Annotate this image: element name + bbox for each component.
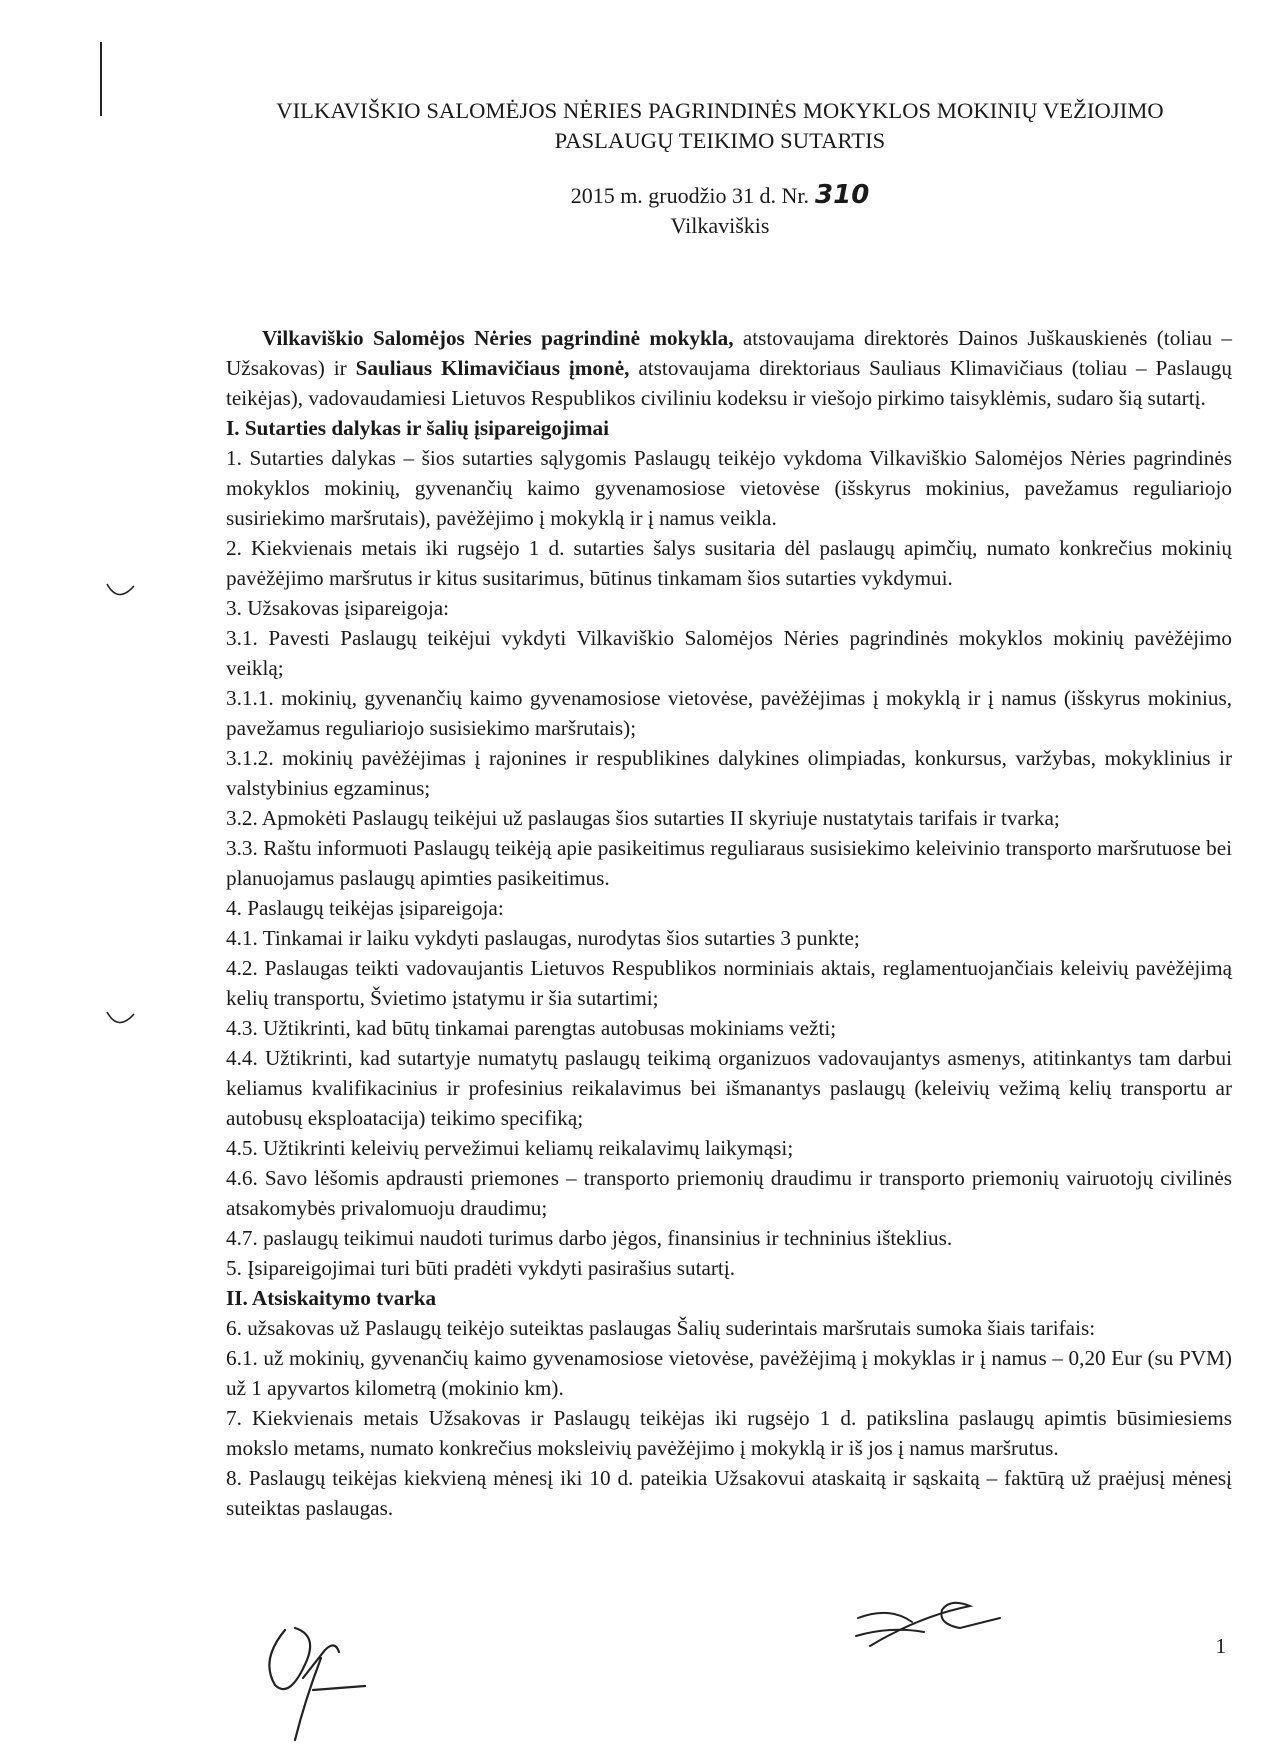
page-number: 1 bbox=[1215, 1634, 1226, 1658]
clause: 6.1. už mokinių, gyvenančių kaimo gyvenamosiose vietovėse, pavėžėjimą į mokyklas ir į namus – 0,20 Eur (su PVM) už 1 apyvartos kilometrą (mokinio km). bbox=[226, 1346, 1232, 1400]
contract-date: 2015 m. gruodžio 31 d. Nr. bbox=[570, 183, 810, 208]
signature-right bbox=[850, 1588, 1020, 1658]
party-1: Vilkaviškio Salomėjos Nėries pagrindinė mokykla, bbox=[262, 326, 734, 350]
intro-text-2: atstovaujama direktoriaus Sauliaus Klimavičiaus (toliau – Paslaugų teikėjas), vadovaudamiesi Lietuvos Respublikos civiliniu kodeksu ir viešojo pirkimo taisyklėmis, sudaro šią sutartį. bbox=[226, 356, 1232, 410]
contract-place: Vilkaviškis bbox=[670, 213, 770, 238]
title-line-1: VILKAVIŠKIO SALOMĖJOS NĖRIES PAGRINDINĖS MOKYKLOS MOKINIŲ VEŽIOJIMO bbox=[276, 98, 1164, 123]
contract-number: 310 bbox=[815, 180, 870, 210]
section-1-title: I. Sutarties dalykas ir šalių įsipareigojimai bbox=[226, 416, 609, 440]
clause: 8. Paslaugų teikėjas kiekvieną mėnesį iki 10 d. pateikia Užsakovui ataskaitą ir sąskaitą – faktūrą už praėjusį mėnesį suteiktas paslaugas. bbox=[226, 1466, 1232, 1520]
clause: 3.3. Raštu informuoti Paslaugų teikėją apie pasikeitimus reguliaraus susisiekimo keleivinio transporto maršrutuose bei planuojamus paslaugų apimties pasikeitimus. bbox=[226, 836, 1232, 890]
clause: 4.5. Užtikrinti keleivių pervežimui keliamų reikalavimų laikymąsi; bbox=[226, 1136, 794, 1160]
document-title bbox=[150, 96, 1276, 156]
clause: 3.1. Pavesti Paslaugų teikėjui vykdyti Vilkaviškio Salomėjos Nėries pagrindinės mokyklos mokinių pavėžėjimo veiklą; bbox=[226, 626, 1232, 680]
clause: 4.3. Užtikrinti, kad būtų tinkamai parengtas autobusas mokiniams vežti; bbox=[226, 1016, 837, 1040]
clause: 4. Paslaugų teikėjas įsipareigoja: bbox=[226, 896, 504, 920]
clause: 4.2. Paslaugas teikti vadovaujantis Lietuvos Respublikos norminiais aktais, reglamentuojančiais keleivių pavėžėjimą kelių transportu, Švietimo įstatymu ir šia sutartimi; bbox=[226, 956, 1232, 1010]
clause: 4.1. Tinkamai ir laiku vykdyti paslaugas, nurodytas šios sutarties 3 punkte; bbox=[226, 926, 860, 950]
clause: 7. Kiekvienais metais Užsakovas ir Paslaugų teikėjas iki rugsėjo 1 d. patikslina paslaugų apimtis būsimiesiems mokslo metams, numato konkrečius moksleivių pavėžėjimo į mokyklą ir iš jos į namus maršrutus. bbox=[226, 1406, 1232, 1460]
party-2: Sauliaus Klimavičiaus įmonė, bbox=[355, 356, 630, 380]
clause: 3.2. Apmokėti Paslaugų teikėjui už paslaugas šios sutarties II skyriuje nustatytais tarifais ir tvarka; bbox=[226, 806, 1060, 830]
title-line-2: PASLAUGŲ TEIKIMO SUTARTIS bbox=[554, 128, 886, 153]
intro-paragraph bbox=[226, 323, 1232, 413]
contract-body bbox=[226, 323, 1232, 1523]
clause: 1. Sutarties dalykas – šios sutarties sąlygomis Paslaugų teikėjo vykdoma Vilkaviškio Salomėjos Nėries pagrindinės mokyklos mokinių, gyvenančių kaimo gyvenamosiose vietovėse (išskyrus mokinius, pavežamus reguliariojo susiriekimo maršrutais), pavėžėjimo į mokyklą ir į namus veikla. bbox=[226, 446, 1232, 530]
section-2-title: II. Atsiskaitymo tvarka bbox=[226, 1286, 437, 1310]
clause: 4.7. paslaugų teikimui naudoti turimus darbo jėgos, finansinius ir techninius išteklius. bbox=[226, 1226, 953, 1250]
margin-punch-mark bbox=[104, 1006, 138, 1036]
clause: 4.6. Savo lėšomis apdrausti priemones – transporto priemonių draudimu ir transporto priemonių vairuotojų civilinės atsakomybės privalomuoju draudimu; bbox=[226, 1166, 1232, 1220]
clause: 5. Įsipareigojimai turi būti pradėti vykdyti pasirašius sutartį. bbox=[226, 1256, 735, 1280]
margin-line-mark bbox=[96, 40, 106, 120]
clause: 6. užsakovas už Paslaugų teikėjo suteiktas paslaugas Šalių suderintais maršrutais sumoka šiais tarifais: bbox=[226, 1316, 1096, 1340]
intro-text-1: atstovaujama direktorės Dainos Juškauskienės (toliau – Užsakovas) ir bbox=[226, 326, 1232, 380]
clause: 3.1.1. mokinių, gyvenančių kaimo gyvenamosiose vietovėse, pavėžėjimas į mokyklą ir į namus (išskyrus mokinius, pavežamus reguliariojo susisiekimo maršrutais); bbox=[226, 686, 1232, 740]
margin-punch-mark bbox=[104, 578, 138, 608]
signature-left bbox=[255, 1590, 375, 1750]
date-line bbox=[150, 180, 1276, 241]
clause: 3.1.2. mokinių pavėžėjimas į rajonines ir respublikines dalykines olimpiadas, konkursus, varžybas, mokyklinius ir valstybinius egzaminus; bbox=[226, 746, 1232, 800]
clause: 3. Užsakovas įsipareigoja: bbox=[226, 596, 449, 620]
clause: 4.4. Užtikrinti, kad sutartyje numatytų paslaugų teikimą organizuos vadovaujantys asmenys, atitinkantys tam darbui keliamus kvalifikacinius ir profesinius reikalavimus bei išmanantys paslaugų (keleivių vežimą kelių transportu ar autobusų eksploatacija) teikimo specifiką; bbox=[226, 1046, 1232, 1130]
clause: 2. Kiekvienais metais iki rugsėjo 1 d. sutarties šalys susitaria dėl paslaugų apimčių, numato konkrečius mokinių pavėžėjimo maršrutus ir kitus susitarimus, būtinus tinkamam šios sutarties vykdymui. bbox=[226, 536, 1232, 590]
